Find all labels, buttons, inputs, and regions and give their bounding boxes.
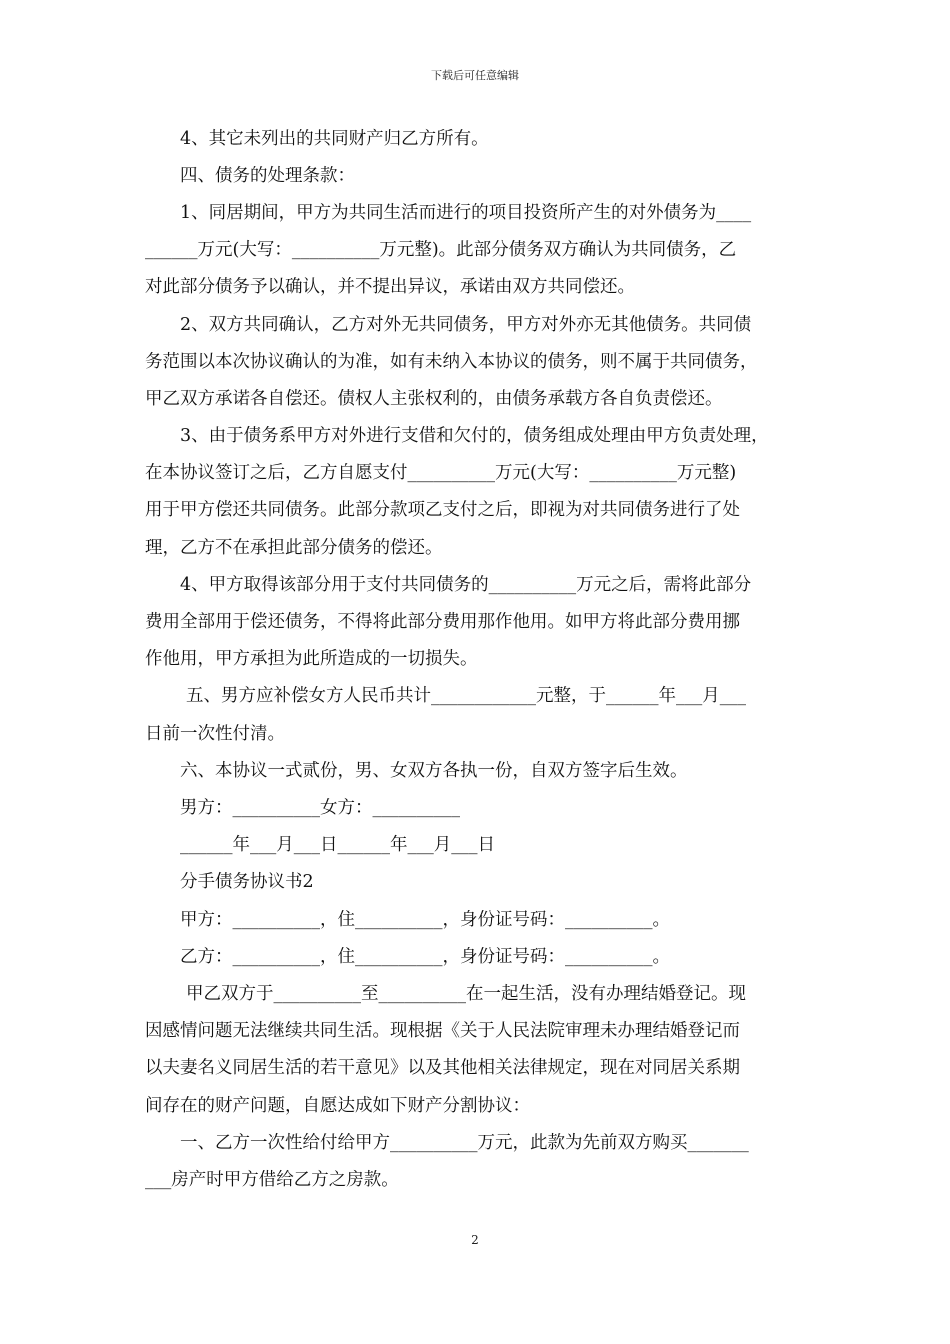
- paragraph-line: 2、双方共同确认，乙方对外无共同债务，甲方对外亦无其他债务。共同债: [180, 315, 752, 335]
- paragraph-line: 以夫妻名义同居生活的若干意见》以及其他相关法律规定，现在对同居关系期: [145, 1058, 740, 1078]
- signature-line: 男方：__________女方：__________: [180, 798, 460, 818]
- paragraph-line: ______万元(大写：__________万元整)。此部分债务双方确认为共同债务，乙: [145, 240, 737, 260]
- section-heading: 四、债务的处理条款：: [180, 166, 355, 186]
- paragraph-line: 务范围以本次协议确认的为准，如有未纳入本协议的债务，则不属于共同债务，: [145, 352, 758, 372]
- paragraph-line: 甲乙双方于__________至__________在一起生活，没有办理结婚登记。现: [186, 984, 746, 1004]
- paragraph-line: 在本协议签订之后，乙方自愿支付__________万元(大写：__________万元整): [145, 463, 737, 483]
- paragraph-line: 一、乙方一次性给付给甲方__________万元，此款为先前双方购买_______: [180, 1133, 749, 1153]
- paragraph-line: 因感情问题无法继续共同生活。现根据《关于人民法院审理未办理结婚登记而: [145, 1021, 740, 1041]
- party-a-line: 甲方：__________，住__________，身份证号码：__________。: [180, 910, 670, 930]
- paragraph-line: ___房产时甲方借给乙方之房款。: [145, 1170, 399, 1190]
- paragraph-line: 甲乙双方承诺各自偿还。债权人主张权利的，由债务承载方各自负责偿还。: [145, 389, 723, 409]
- date-line: ______年___月___日______年___月___日: [180, 835, 495, 855]
- paragraph-line: 4、其它未列出的共同财产归乙方所有。: [180, 129, 489, 149]
- paragraph-line: 日前一次性付清。: [145, 724, 285, 744]
- page-header: 下载后可任意编辑: [431, 69, 519, 82]
- paragraph-line: 五、男方应补偿女方人民币共计____________元整，于______年___月___: [186, 686, 746, 706]
- paragraph-line: 作他用，甲方承担为此所造成的一切损失。: [145, 649, 478, 669]
- paragraph-line: 间存在的财产问题，自愿达成如下财产分割协议：: [145, 1096, 530, 1116]
- paragraph-line: 六、本协议一式贰份，男、女双方各执一份，自双方签字后生效。: [180, 761, 688, 781]
- party-b-line: 乙方：__________，住__________，身份证号码：__________。: [180, 947, 670, 967]
- paragraph-line: 3、由于债务系甲方对外进行支借和欠付的，债务组成处理由甲方负责处理，: [180, 426, 769, 446]
- document-title: 分手债务协议书2: [180, 872, 314, 892]
- paragraph-line: 理，乙方不在承担此部分债务的偿还。: [145, 538, 443, 558]
- page-number: 2: [471, 1233, 479, 1247]
- paragraph-line: 用于甲方偿还共同债务。此部分款项乙支付之后，即视为对共同债务进行了处: [145, 500, 740, 520]
- paragraph-line: 对此部分债务予以确认，并不提出异议，承诺由双方共同偿还。: [145, 277, 635, 297]
- paragraph-line: 费用全部用于偿还债务，不得将此部分费用那作他用。如甲方将此部分费用挪: [145, 612, 740, 632]
- paragraph-line: 4、甲方取得该部分用于支付共同债务的__________万元之后，需将此部分: [180, 575, 752, 595]
- paragraph-line: 1、同居期间，甲方为共同生活而进行的项目投资所产生的对外债务为____: [180, 203, 752, 223]
